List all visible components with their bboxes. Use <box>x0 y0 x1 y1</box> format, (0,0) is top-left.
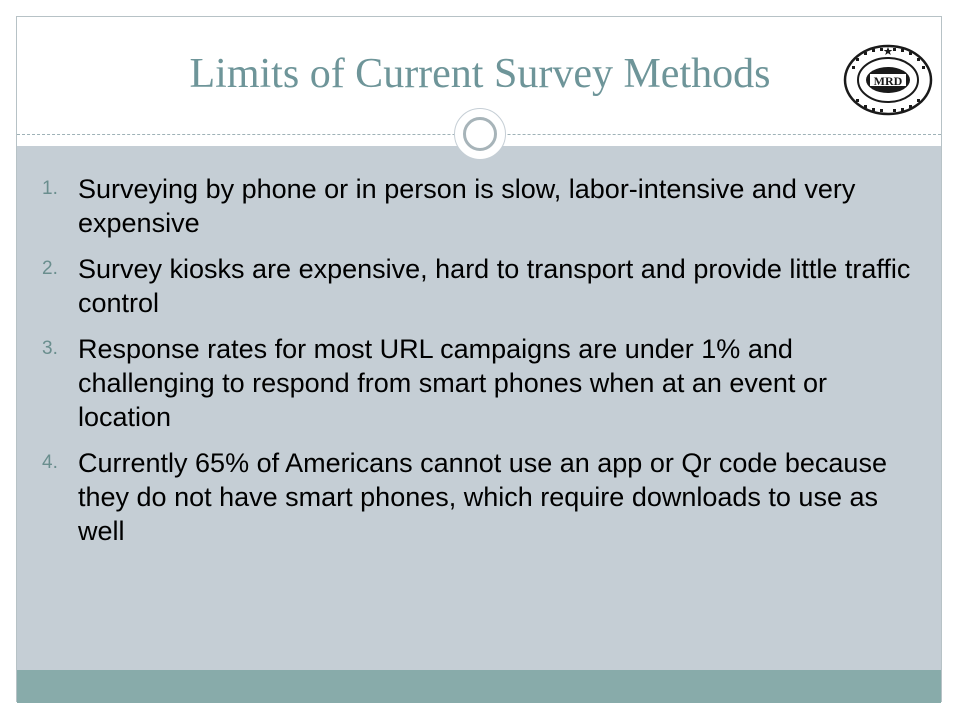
list-text: Survey kiosks are expensive, hard to transport and provide little traffic control <box>78 254 911 318</box>
footer-band <box>17 670 941 703</box>
list-number: 2. <box>42 258 58 279</box>
mrd-logo <box>842 44 934 116</box>
list-text: Surveying by phone or in person is slow, labor-intensive and very expensive <box>78 174 856 238</box>
list-number: 4. <box>42 452 58 473</box>
slide-title: Limits of Current Survey Methods <box>189 51 771 97</box>
list-number: 3. <box>42 338 58 359</box>
list-item <box>42 446 912 548</box>
svg-text:MRD: MRD <box>873 74 903 88</box>
list-item <box>42 172 912 240</box>
bullet-list <box>42 172 912 560</box>
list-text: Response rates for most URL campaigns are under 1% and challenging to respond from smart phones when at an event or location <box>78 334 827 432</box>
ring-inner <box>463 117 497 151</box>
divider-ring-icon <box>454 108 506 160</box>
list-item <box>42 252 912 320</box>
list-text: Currently 65% of Americans cannot use an app or Qr code because they do not have smart phones, which require downloads to use as well <box>78 448 887 546</box>
list-number: 1. <box>42 178 58 199</box>
list-item <box>42 332 912 434</box>
